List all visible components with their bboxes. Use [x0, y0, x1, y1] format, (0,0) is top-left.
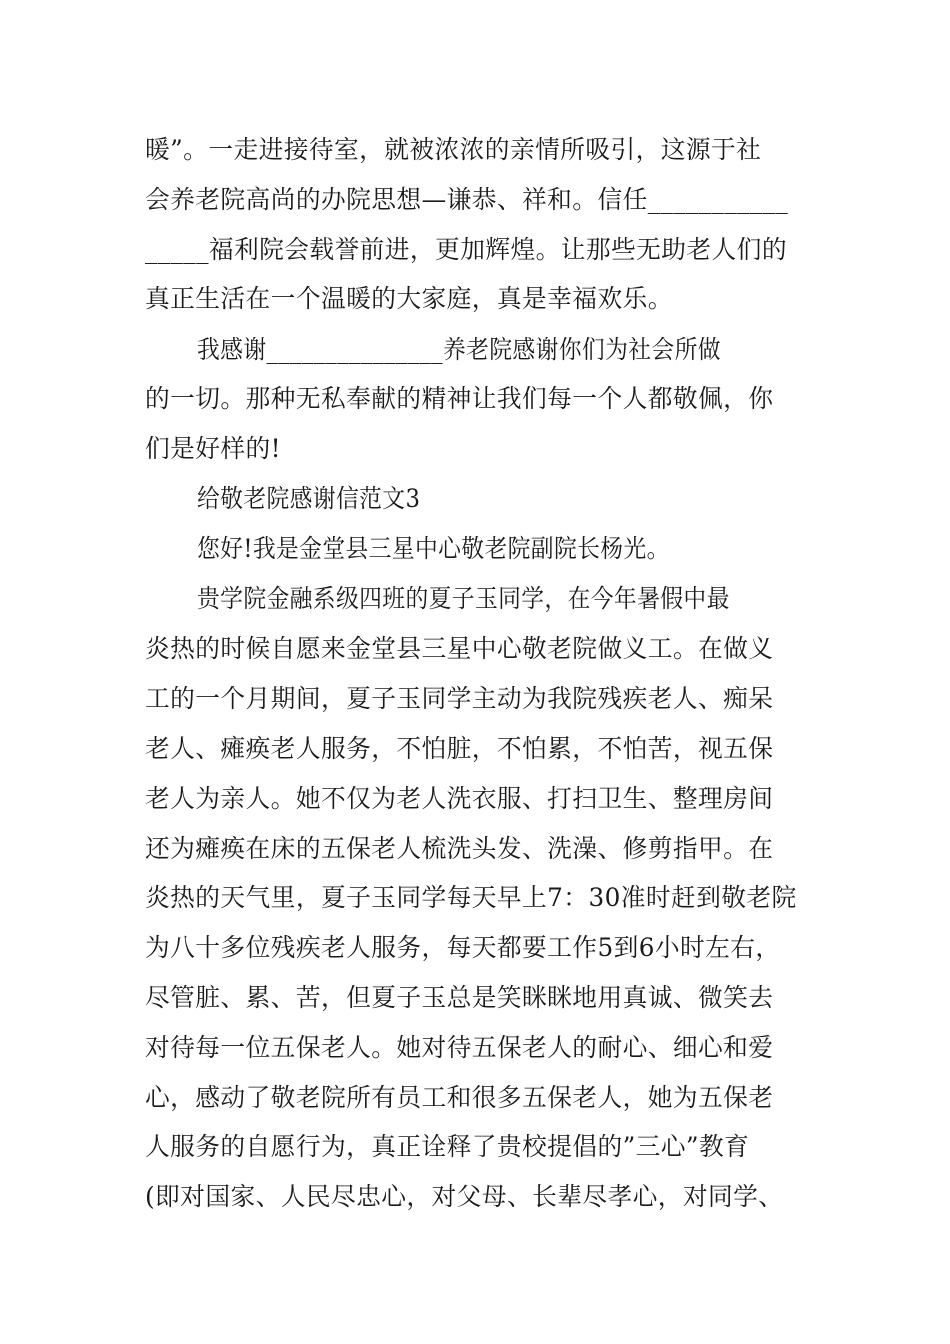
greeting-line: 您好!我是金堂县三星中心敬老院副院长杨光。: [197, 534, 670, 563]
text-line: 为八十多位残疾老人服务，每天都要工作5到6小时左右，: [145, 933, 781, 962]
text-line: 工的一个月期间，夏子玉同学主动为我院残疾老人、痴呆: [145, 684, 774, 713]
text-line: 老人、瘫痪老人服务，不怕脏，不怕累，不怕苦，视五保: [145, 734, 774, 763]
text-line: 的一切。那种无私奉献的精神让我们每一个人都敬佩，你: [145, 384, 774, 413]
text-line: 尽管脏、累、苦，但夏子玉总是笑眯眯地用真诚、微笑去: [145, 983, 774, 1012]
text-line: 会养老院高尚的办院思想—谦恭、祥和。信任___________: [145, 185, 789, 214]
text-line: 人服务的自愿行为，真正诠释了贵校提倡的”三心”教育: [145, 1132, 750, 1161]
text-line: 对待每一位五保老人。她对待五保老人的耐心、细心和爱: [145, 1033, 774, 1062]
text-line: 们是好样的!: [145, 434, 282, 463]
text-line: (即对国家、人民尽忠心，对父母、长辈尽孝心，对同学、: [145, 1182, 784, 1211]
text-line: 心，感动了敬老院所有员工和很多五保老人，她为五保老: [145, 1083, 774, 1112]
text-line: 炎热的天气里，夏子玉同学每天早上7：30准时赶到敬老院: [145, 883, 797, 912]
text-line: 暖”。一走进接待室，就被浓浓的亲情所吸引，这源于社: [145, 135, 762, 164]
text-line: 真正生活在一个温暖的大家庭，真是幸福欢乐。: [145, 284, 673, 313]
text-line: 炎热的时候自愿来金堂县三星中心敬老院做义工。在做义: [145, 634, 774, 663]
text-line: 还为瘫痪在床的五保老人梳洗头发、洗澡、修剪指甲。在: [145, 834, 774, 863]
text-line: 我感谢_______________养老院感谢你们为社会所做: [197, 335, 721, 364]
section-heading: 给敬老院感谢信范文3: [197, 484, 421, 513]
text-line: _____福利院会载誉前进，更加辉煌。让那些无助老人们的: [145, 235, 787, 264]
text-line: 老人为亲人。她不仅为老人洗衣服、打扫卫生、整理房间: [145, 784, 774, 813]
text-line: 贵学院金融系级四班的夏子玉同学，在今年暑假中最: [197, 584, 730, 613]
